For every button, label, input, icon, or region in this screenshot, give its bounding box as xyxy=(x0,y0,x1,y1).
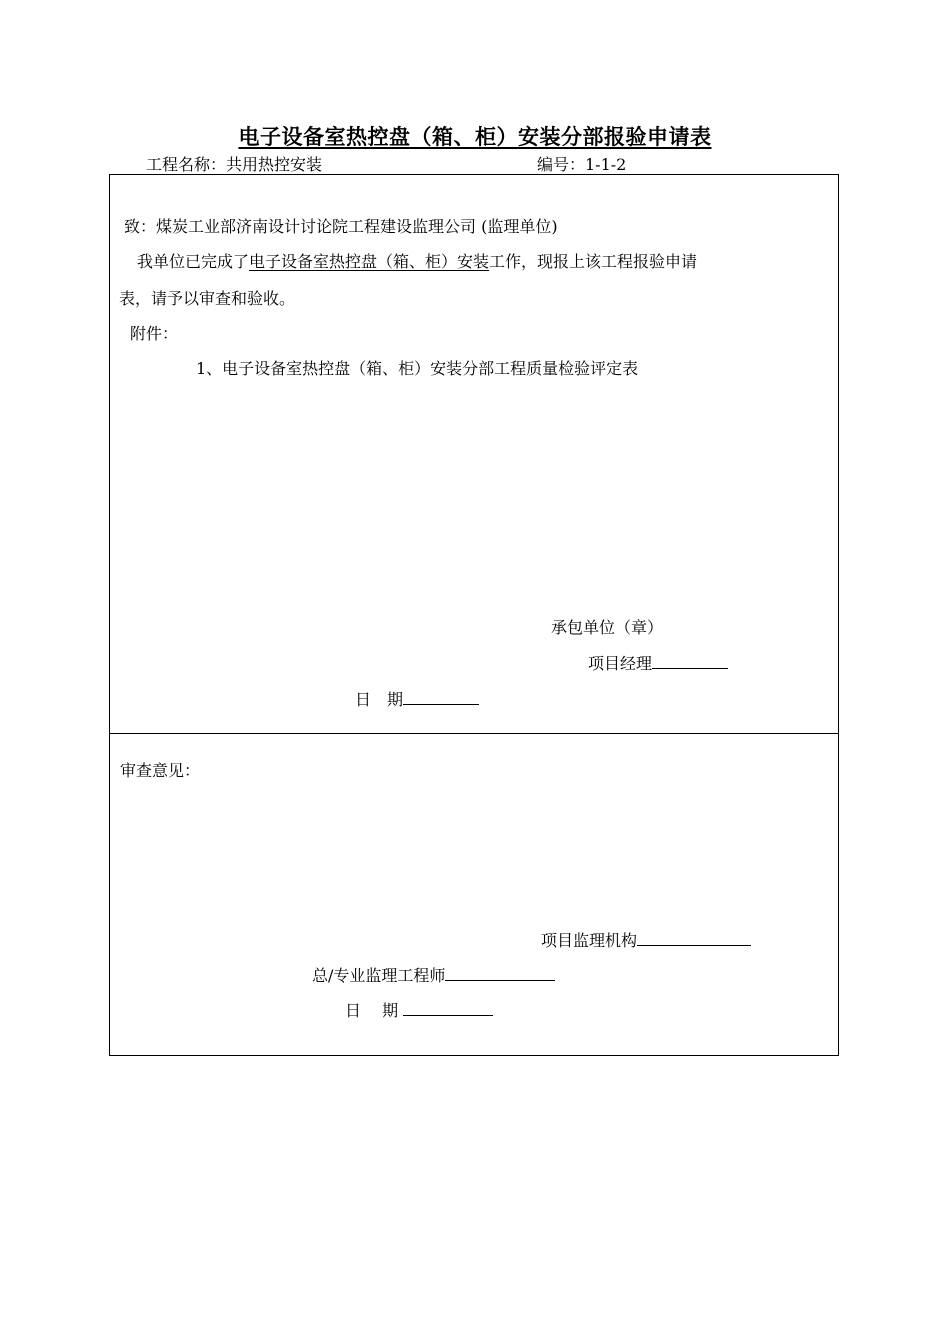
engineer-label: 总/专业监理工程师 xyxy=(312,966,446,985)
date-line xyxy=(355,687,479,710)
work-name: 电子设备室热控盘（箱、柜）安装 xyxy=(249,252,490,271)
contractor-label: 承包单位（章） xyxy=(551,618,664,637)
document-number: 编号：1-1-2 xyxy=(537,155,627,174)
document-title: 电子设备室热控盘（箱、柜）安装分部报验申请表 xyxy=(238,125,712,149)
review-label: 审查意见： xyxy=(120,761,201,780)
engineer-line xyxy=(312,963,555,986)
application-section xyxy=(109,174,839,734)
date-label: 日 期 xyxy=(355,690,404,709)
manager-signature-blank xyxy=(652,654,728,669)
supervision-org-blank xyxy=(637,931,751,946)
body-prefix: 我单位已完成了 xyxy=(137,252,250,271)
project-name: 工程名称：共用热控安装 xyxy=(146,155,323,174)
supervision-org-line xyxy=(541,928,751,951)
addressee-line: 致：煤炭工业部济南设计讨论院工程建设监理公司 (监理单位) xyxy=(124,217,558,236)
attachment-item: 1、电子设备室热控盘（箱、柜）安装分部工程质量检验评定表 xyxy=(196,359,639,378)
review-date-label: 日 期 xyxy=(345,1001,404,1020)
attachment-label: 附件： xyxy=(130,324,179,343)
body-suffix: 工作，现报上该工程报验申请 xyxy=(489,252,698,271)
manager-line xyxy=(588,651,728,674)
review-section xyxy=(109,733,839,1056)
body-line-2: 表，请予以审查和验收。 xyxy=(119,289,296,308)
date-blank xyxy=(403,690,479,705)
manager-label: 项目经理 xyxy=(588,654,653,673)
review-date-line xyxy=(345,998,493,1021)
body-line-1 xyxy=(137,249,697,272)
engineer-signature-blank xyxy=(445,966,555,981)
supervision-org-label: 项目监理机构 xyxy=(541,931,638,950)
review-date-blank xyxy=(403,1001,493,1016)
